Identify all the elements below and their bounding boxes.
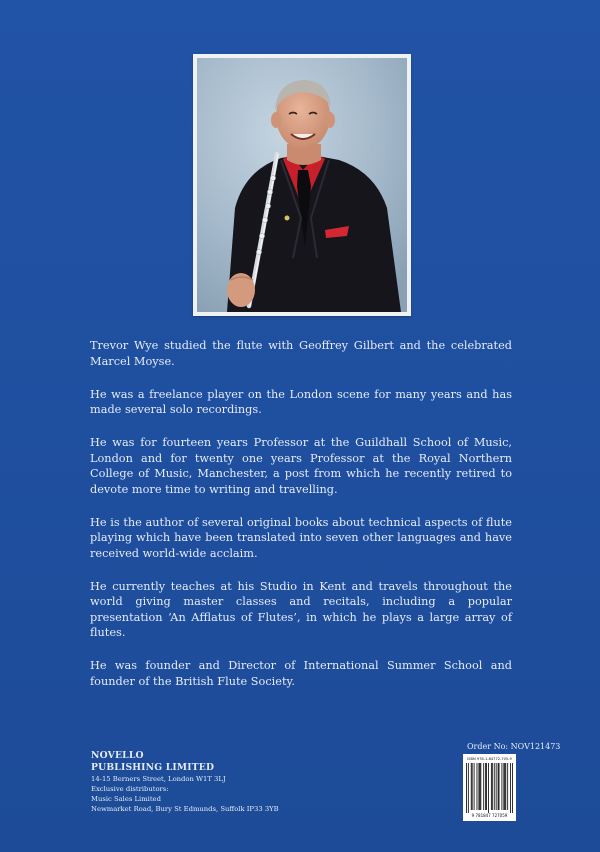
barcode-bar (485, 763, 486, 810)
barcode-bar (496, 763, 497, 810)
author-photo-frame (193, 54, 411, 316)
barcode-bar (472, 763, 473, 810)
publisher-info (91, 750, 371, 814)
publisher-address: 14-15 Berners Street, London W1T 3LJ (91, 775, 226, 783)
barcode-bar (510, 763, 511, 813)
barcode-bar (491, 763, 492, 810)
bio-paragraph: He was for fourteen years Professor at the Guildhall School of Music, London and for twenty one years Professor at the Royal Northern College of Music, Manchester, a post from which he recently retired to devote more time to writing and travelling. (90, 436, 512, 496)
barcode-bar (499, 763, 500, 810)
barcode-bar (480, 763, 481, 810)
barcode-bar (503, 763, 504, 810)
publisher-name-line2: PUBLISHING LIMITED (91, 762, 215, 773)
barcode-bar (488, 763, 489, 813)
order-number: Order No: NOV121473 (467, 742, 561, 751)
barcode-bar (478, 763, 479, 810)
barcode-bar (471, 763, 472, 810)
barcode-bar (468, 763, 469, 813)
publisher-name-line1: NOVELLO (91, 750, 144, 761)
barcode-bars (466, 763, 513, 813)
distributor-label: Exclusive distributors: (91, 785, 169, 793)
bio-paragraph: He is the author of several original books about technical aspects of flute playing which have been translated into seven other languages and have received world-wide acclaim. (90, 515, 512, 560)
biography (90, 338, 512, 707)
barcode-bar (501, 763, 502, 810)
barcode-bar (505, 763, 506, 810)
isbn-number: ISBN 978-1-84772-705-9 (467, 757, 512, 761)
barcode-bar (494, 763, 495, 810)
barcode-bar (477, 763, 478, 810)
author-photo (197, 58, 407, 312)
barcode-bar (466, 763, 467, 813)
bio-paragraph: Trevor Wye studied the flute with Geoffrey Gilbert and the celebrated Marcel Moyse. (90, 339, 512, 368)
barcode-bar (486, 763, 487, 810)
barcode-bar (512, 763, 513, 813)
bio-paragraph: He was a freelance player on the London scene for many years and has made several solo recordings. (90, 387, 512, 416)
barcode-bar (479, 763, 480, 810)
distributor-name: Music Sales Limited (91, 795, 161, 803)
distributor-address: Newmarket Road, Bury St Edmunds, Suffolk IP33 3YB (91, 805, 279, 813)
isbn-barcode (463, 754, 516, 821)
barcode-bar (474, 763, 475, 810)
barcode-digits: 9 781847 727059 (471, 813, 508, 818)
barcode-bar (492, 763, 493, 810)
bio-paragraph: He currently teaches at his Studio in Kent and travels throughout the world giving master classes and recitals, including a popular presentation ‘An Afflatus of Flutes’, in which he plays a large array of flutes. (90, 579, 512, 639)
barcode-bar (483, 763, 484, 810)
barcode-bar (504, 763, 505, 810)
bio-paragraph: He was founder and Director of International Summer School and founder of the British Flute Society. (90, 659, 512, 688)
barcode-bar (507, 763, 508, 810)
barcode-bar (498, 763, 499, 810)
